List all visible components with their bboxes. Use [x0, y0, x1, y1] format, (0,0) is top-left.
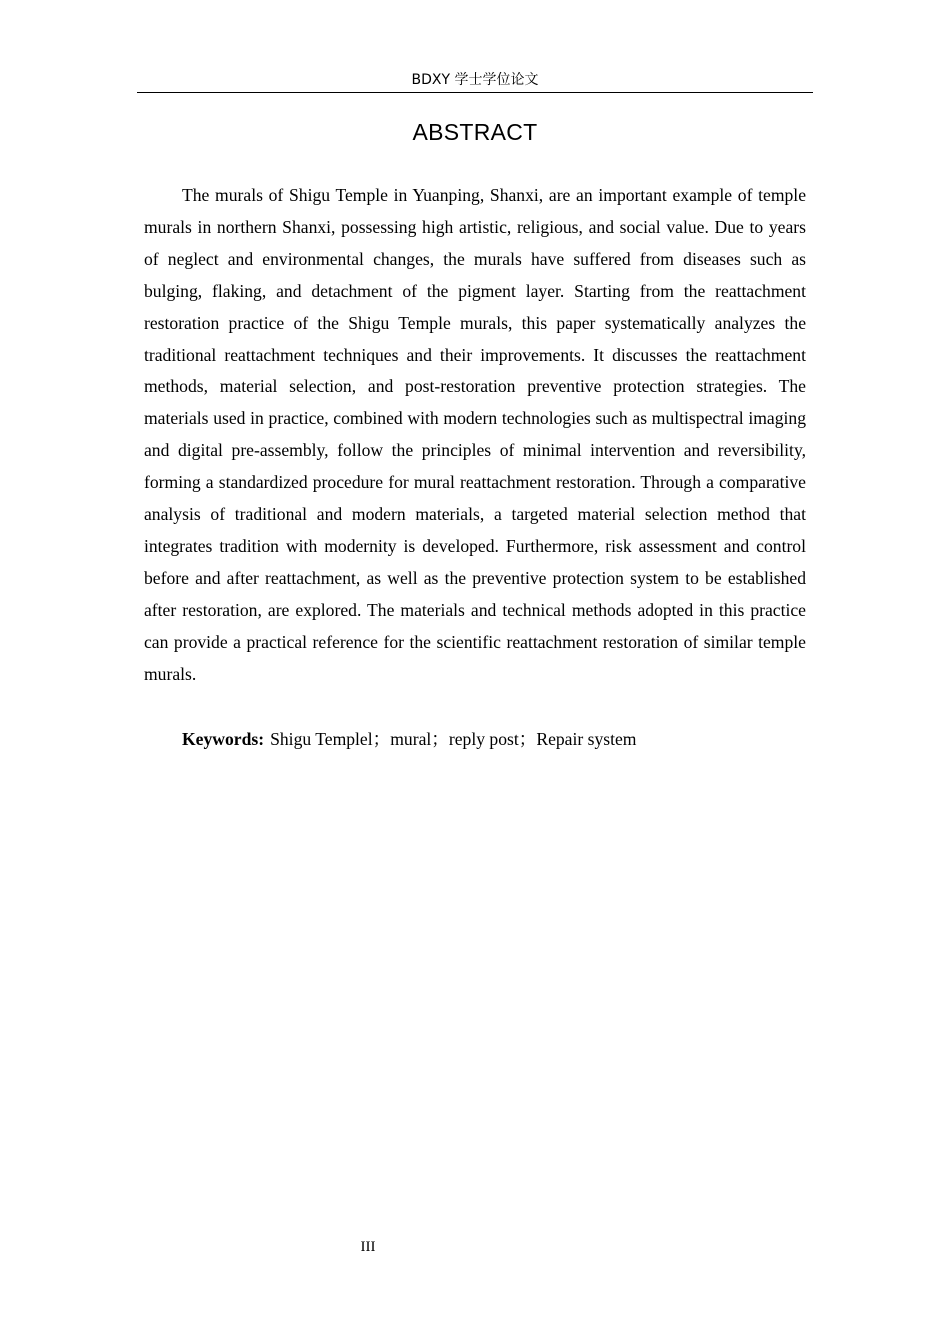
- keywords-line: [144, 723, 806, 755]
- header-rule: [137, 92, 813, 93]
- keywords-text: Shigu Templel；mural；reply post；Repair system: [270, 729, 637, 749]
- abstract-title: ABSTRACT: [412, 119, 538, 145]
- page-number: III: [360, 1239, 376, 1255]
- running-header: BDXY 学士学位论文: [411, 72, 539, 88]
- abstract-body: The murals of Shigu Temple in Yuanping, Shanxi, are an important example of temple murals in northern Shanxi, possessing high artistic, religious, and social value. Due to years of neglect and environmental changes, the murals have suffered from diseases such as bulging, flaking, and detachment of the pigment layer. Starting from the reattachment restoration practice of the Shigu Temple murals, this paper systematically analyzes the traditional reattachment techniques and their improvements. It discusses the reattachment methods, material selection, and post-restoration preventive protection strategies. The materials used in practice, combined with modern technologies such as multispectral imaging and digital pre-assembly, follow the principles of minimal intervention and reversibility, forming a standardized procedure for mural reattachment restoration. Through a comparative analysis of traditional and modern materials, a targeted material selection method that integrates tradition with modernity is developed. Furthermore, risk assessment and control before and after reattachment, as well as the preventive protection system to be established after restoration, are explored. The materials and technical methods adopted in this practice can provide a practical reference for the scientific reattachment restoration of similar temple murals.: [144, 185, 806, 684]
- keywords-label: Keywords:: [182, 729, 265, 749]
